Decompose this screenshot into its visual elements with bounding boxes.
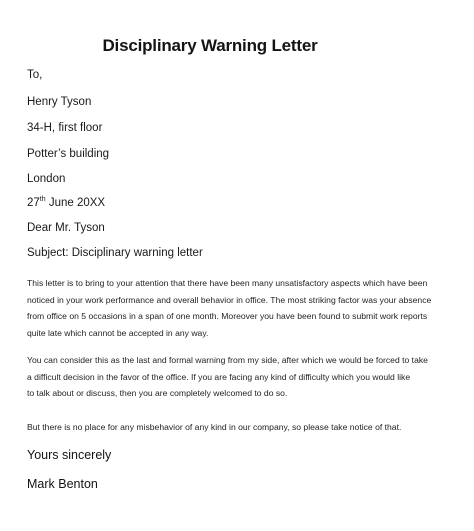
date-suffix: th xyxy=(39,196,46,203)
salutation: Dear Mr. Tyson xyxy=(27,222,105,234)
closing-line: Yours sincerely xyxy=(27,448,112,462)
body-paragraph-2 xyxy=(27,352,428,402)
body-paragraph-3 xyxy=(27,419,422,436)
body-paragraph-1 xyxy=(27,275,432,341)
paragraph-line: noticed in your work performance and overall behavior in office. The most striking factor was your absence xyxy=(27,294,432,305)
city-line: London xyxy=(27,173,66,185)
date-line xyxy=(27,197,105,209)
to-line: To, xyxy=(27,69,43,81)
paragraph-line: This letter is to bring to your attention that there have been many unsatisfactory aspects which have been xyxy=(27,278,428,288)
address-line-1: 34-H, first floor xyxy=(27,122,103,134)
signatory-name: Mark Benton xyxy=(27,477,98,491)
paragraph-line: from office on 5 occasions in a span of one month. Moreover you have been found to submit work reports xyxy=(27,311,428,321)
paragraph-line: a difficult decision in the favor of the office. If you are facing any kind of difficulty which you would like xyxy=(27,371,411,382)
subject-line: Subject: Disciplinary warning letter xyxy=(27,247,203,259)
address-line-2: Potter’s building xyxy=(27,148,110,160)
paragraph-line: to talk about or discuss, then you are completely welcomed to do so. xyxy=(27,388,288,398)
letter-title: Disciplinary Warning Letter xyxy=(102,36,318,55)
date-rest: June 20XX xyxy=(45,197,106,209)
paragraph-line: But there is no place for any misbehavior of any kind in our company, so please take notice of that. xyxy=(27,422,402,432)
paragraph-line: You can consider this as the last and formal warning from my side, after which we would be forced to take xyxy=(27,355,428,365)
paragraph-line: quite late which cannot be accepted in any way. xyxy=(27,327,209,338)
recipient-name: Henry Tyson xyxy=(27,96,92,108)
date-day: 27 xyxy=(27,197,40,209)
